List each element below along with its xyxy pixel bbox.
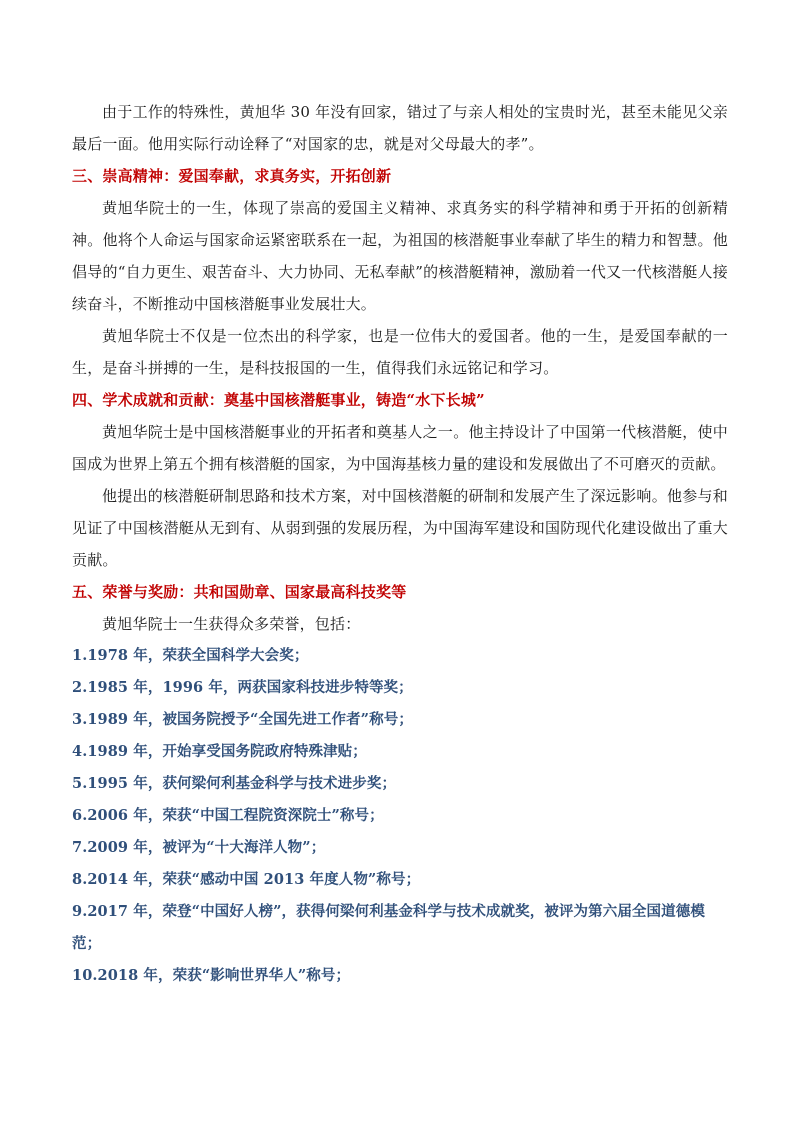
honors-list — [72, 640, 728, 992]
paragraph-loyalty: 由于工作的特殊性，黄旭华 30 年没有回家，错过了与亲人相处的宝贵时光，甚至未能见父亲最后一面。他用实际行动诠释了“对国家的忠，就是对父母最大的孝”。 — [72, 103, 728, 153]
paragraph-spirit: 黄旭华院士的一生，体现了崇高的爱国主义精神、求真务实的科学精神和勇于开拓的创新精神。他将个人命运与国家命运紧密联系在一起，为祖国的核潜艇事业奉献了毕生的精力和智慧。他倡导的“自力更生、艰苦奋斗、大力协同、无私奉献”的核潜艇精神，激励着一代又一代核潜艇人接续奋斗，不断推动中国核潜艇事业发展壮大。 — [72, 199, 728, 313]
list-item: 7.2009 年，被评为“十大海洋人物”； — [72, 839, 326, 856]
document-page — [72, 96, 728, 992]
section-heading-honors: 五、荣誉与奖励：共和国勋章、国家最高科技奖等 — [72, 583, 407, 601]
list-item: 10.2018 年，荣获“影响世界华人”称号； — [72, 967, 351, 984]
section-heading-spirit: 三、崇高精神：爱国奉献，求真务实，开拓创新 — [72, 167, 392, 185]
list-item: 1.1978 年，荣获全国科学大会奖； — [72, 647, 309, 664]
section-heading-achievements: 四、学术成就和贡献：奠基中国核潜艇事业，铸造“水下长城” — [72, 391, 485, 409]
paragraph-founder: 黄旭华院士是中国核潜艇事业的开拓者和奠基人之一。他主持设计了中国第一代核潜艇，使中国成为世界上第五个拥有核潜艇的国家，为中国海基核力量的建设和发展做出了不可磨灭的贡献。 — [72, 423, 728, 473]
list-item: 5.1995 年，获何梁何利基金科学与技术进步奖； — [72, 775, 397, 792]
list-item: 8.2014 年，荣获“感动中国 2013 年度人物”称号； — [72, 871, 421, 888]
paragraph-influence: 他提出的核潜艇研制思路和技术方案，对中国核潜艇的研制和发展产生了深远影响。他参与和见证了中国核潜艇从无到有、从弱到强的发展历程，为中国海军建设和国防现代化建设做出了重大贡献。 — [72, 487, 728, 569]
list-item: 9.2017 年，荣登“中国好人榜”，获得何梁何利基金科学与技术成就奖，被评为第六届全国道德模范； — [72, 903, 705, 952]
paragraph-honors-intro: 黄旭华院士一生获得众多荣誉，包括： — [102, 615, 361, 633]
list-item: 6.2006 年，荣获“中国工程院资深院士”称号； — [72, 807, 384, 824]
list-item: 2.1985 年，1996 年，两获国家科技进步特等奖； — [72, 679, 413, 696]
paragraph-patriot: 黄旭华院士不仅是一位杰出的科学家，也是一位伟大的爱国者。他的一生，是爱国奉献的一生，是奋斗拼搏的一生，是科技报国的一生，值得我们永远铭记和学习。 — [72, 327, 728, 377]
list-item: 3.1989 年，被国务院授予“全国先进工作者”称号； — [72, 711, 413, 728]
list-item: 4.1989 年，开始享受国务院政府特殊津贴； — [72, 743, 367, 760]
